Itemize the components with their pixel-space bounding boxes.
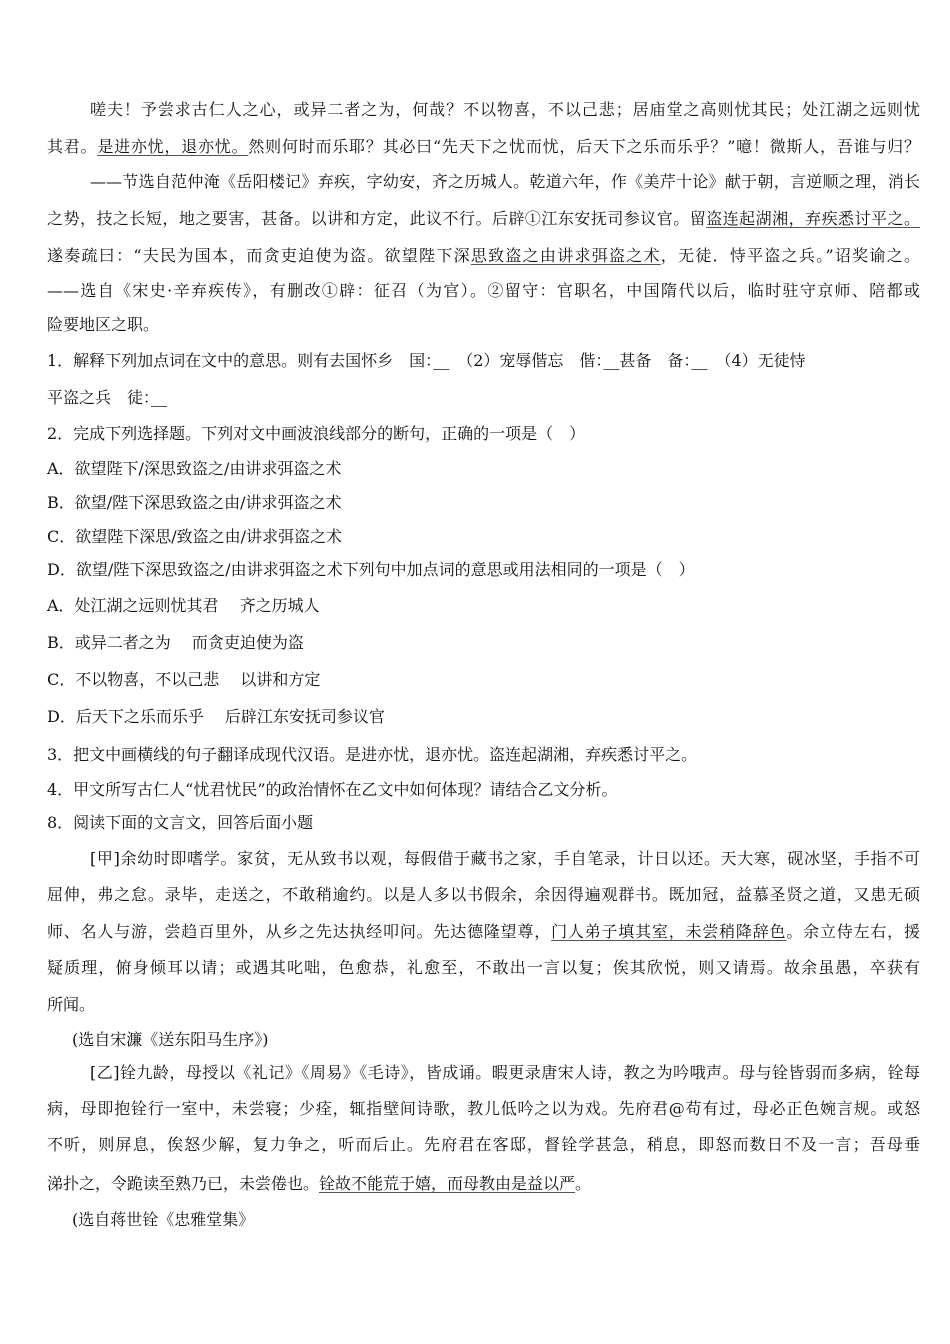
text-segment: 涕扑之，令跪读至熟乃已，未尝倦也。: [47, 1174, 320, 1193]
text-segment: 遂奏疏曰：“夫民为国本，而贪吏迫使为盗。欲望陛下深: [47, 246, 471, 265]
text-segment: 4．甲文所写古仁人“忧君忧民”的政治情怀在乙文中如何体现？请结合乙文分析。: [47, 780, 618, 799]
underlined-text: [151, 388, 167, 407]
text-segment: 平盗之兵 徒：: [47, 388, 152, 407]
text-segment: 8．阅读下面的文言文，回答后面小题: [47, 813, 314, 832]
text-line: [47, 207, 920, 231]
text-segment: 。: [575, 1174, 592, 1193]
text-segment: 其君。: [47, 137, 98, 156]
text-segment: (选自宋濂《送东阳马生序》): [72, 1030, 269, 1049]
text-line: [47, 883, 920, 907]
underlined-text: 思致盗之由讲求弭盗之术: [470, 246, 661, 265]
underlined-text: 是进亦忧，退亦忧。: [97, 137, 249, 156]
underlined-text: [603, 351, 619, 370]
text-line: [47, 349, 920, 373]
text-segment: D．欲望/陛下深思致盗之/由讲求弭盗之术下列句中加点词的意思或用法相同的一项是（ ）: [47, 560, 695, 579]
text-segment: 所闻。: [47, 995, 96, 1014]
text-segment: 之势，技之长短，地之要害，甚备。以讲和方定，此议不行。后辟①江东安抚司参议官。留: [47, 209, 707, 228]
text-line: [47, 668, 920, 692]
underlined-text: 盗连起湖湘，弃疾悉讨平之。: [706, 209, 920, 228]
text-line: [47, 457, 920, 481]
text-segment: （2）宠辱偕忘 偕：: [449, 351, 604, 370]
text-segment: ——节选自范仲淹《岳阳楼记》弃疾，字幼安，齐之历城人。乾道六年，作《美芹十论》献于朝，言逆顺之理，消长: [90, 172, 920, 191]
text-line: [47, 743, 920, 767]
text-segment: 师、名人与游，尝趋百里外，从乡之先达执经叩问。先达德隆望尊，: [47, 922, 552, 941]
text-line: [47, 631, 920, 655]
text-line: [72, 1028, 920, 1052]
underlined-text: 门人弟子填其室，未尝稍降辞色: [551, 922, 787, 941]
text-line: [47, 491, 920, 515]
text-segment: 2．完成下列选择题。下列对文中画波浪线部分的断句，正确的一项是（ ）: [47, 424, 586, 443]
text-line: [90, 847, 920, 871]
text-segment: 3．把文中画横线的句子翻译成现代汉语。是进亦忧，退亦忧。盗连起湖湘，弃疾悉讨平之。: [47, 745, 698, 764]
text-segment: 甚备 备：: [619, 351, 692, 370]
text-line: [47, 1133, 920, 1157]
text-line: [90, 170, 920, 194]
text-segment: 病，母即抱铨行一室中，未尝寝；少痊，辄指壁间诗歌，教儿低吟之以为戏。先府君@苟有过，母必正色婉言规。或怒: [47, 1099, 920, 1118]
text-line: [47, 135, 920, 159]
text-segment: 险要地区之职。: [47, 315, 160, 334]
text-segment: 嗟夫！予尝求古仁人之心，或异二者之为，何哉？不以物喜，不以己悲；居庙堂之高则忧其民；处江湖之远则忧: [90, 100, 920, 119]
text-line: [47, 811, 920, 835]
text-line: [47, 594, 920, 618]
text-segment: （4）无徒恃: [707, 351, 806, 370]
text-line: [47, 705, 920, 729]
text-segment: C．欲望陛下深思/致盗之由/讲求弭盗之术: [47, 527, 343, 546]
underlined-text: 铨故不能荒于嬉，而母教由是益以严: [319, 1174, 576, 1193]
text-segment: [甲]余幼时即嗜学。家贫，无从致书以观，每假借于藏书之家，手自笔录，计日以还。天大寒，砚冰坚，手指不可: [90, 849, 920, 868]
text-segment: 疑质理，俯身倾耳以请；或遇其叱咄，色愈恭，礼愈至，不敢出一言以复；俟其欣悦，则又请焉。故余虽愚，卒获有: [47, 958, 920, 977]
underlined-text: [691, 351, 707, 370]
text-segment: (选自蒋世铨《忠雅堂集》: [72, 1210, 255, 1229]
text-segment: 。余立侍左右，援: [786, 922, 920, 941]
text-segment: 然则何时而乐耶？其必曰“先天下之忧而忧，后天下之乐而乐乎？”噫！微斯人，吾谁与归？: [248, 137, 920, 156]
text-segment: D．后天下之乐而乐乎 后辟江东安抚司参议官: [47, 707, 385, 726]
text-segment: C．不以物喜，不以己悲 以讲和方定: [47, 670, 321, 689]
text-line: [47, 422, 920, 446]
text-segment: ——选自《宋史·辛弃疾传》，有删改①辟：征召（为官）。②留守：官职名，中国隋代以后，临时驻守京师、陪都或: [47, 281, 920, 300]
text-line: [47, 956, 920, 980]
text-line: [47, 993, 920, 1017]
text-line: [47, 525, 920, 549]
text-segment: ，无徒．恃平盗之兵。”诏奖谕之。: [660, 246, 920, 265]
text-line: [47, 558, 920, 582]
text-segment: A．欲望陛下/深思致盗之/由讲求弭盗之术: [47, 459, 342, 478]
text-line: [47, 279, 920, 303]
text-line: [47, 778, 920, 802]
text-line: [90, 1061, 920, 1085]
text-line: [47, 1172, 920, 1196]
text-segment: A．处江湖之远则忧其君 齐之历城人: [47, 596, 320, 615]
text-segment: B．或异二者之为 而贪吏迫使为盗: [47, 633, 304, 652]
text-line: [47, 313, 920, 337]
text-segment: 屈伸，弗之怠。录毕，走送之，不敢稍逾约。以是人多以书假余，余因得遍观群书。既加冠，益慕圣贤之道，又患无硕: [47, 885, 920, 904]
text-line: [90, 98, 920, 122]
underlined-text: [433, 351, 449, 370]
text-line: [72, 1208, 920, 1232]
text-line: [47, 386, 920, 410]
text-segment: [乙]铨九龄，母授以《礼记》《周易》《毛诗》，皆成诵。暇更录唐宋人诗，教之为吟哦声。母与铨皆弱而多病，铨每: [90, 1063, 920, 1082]
text-line: [47, 920, 920, 944]
text-line: [47, 244, 920, 268]
text-segment: 不听，则屏息，俟怒少解，复力争之，听而后止。先府君在客邸，督铨学甚急，稍息，即怒而数日不及一言；吾母垂: [47, 1135, 920, 1154]
text-line: [47, 1097, 920, 1121]
text-segment: 1．解释下列加点词在文中的意思。则有去国怀乡 国：: [47, 351, 434, 370]
text-segment: B．欲望/陛下深思致盗之由/讲求弭盗之术: [47, 493, 342, 512]
